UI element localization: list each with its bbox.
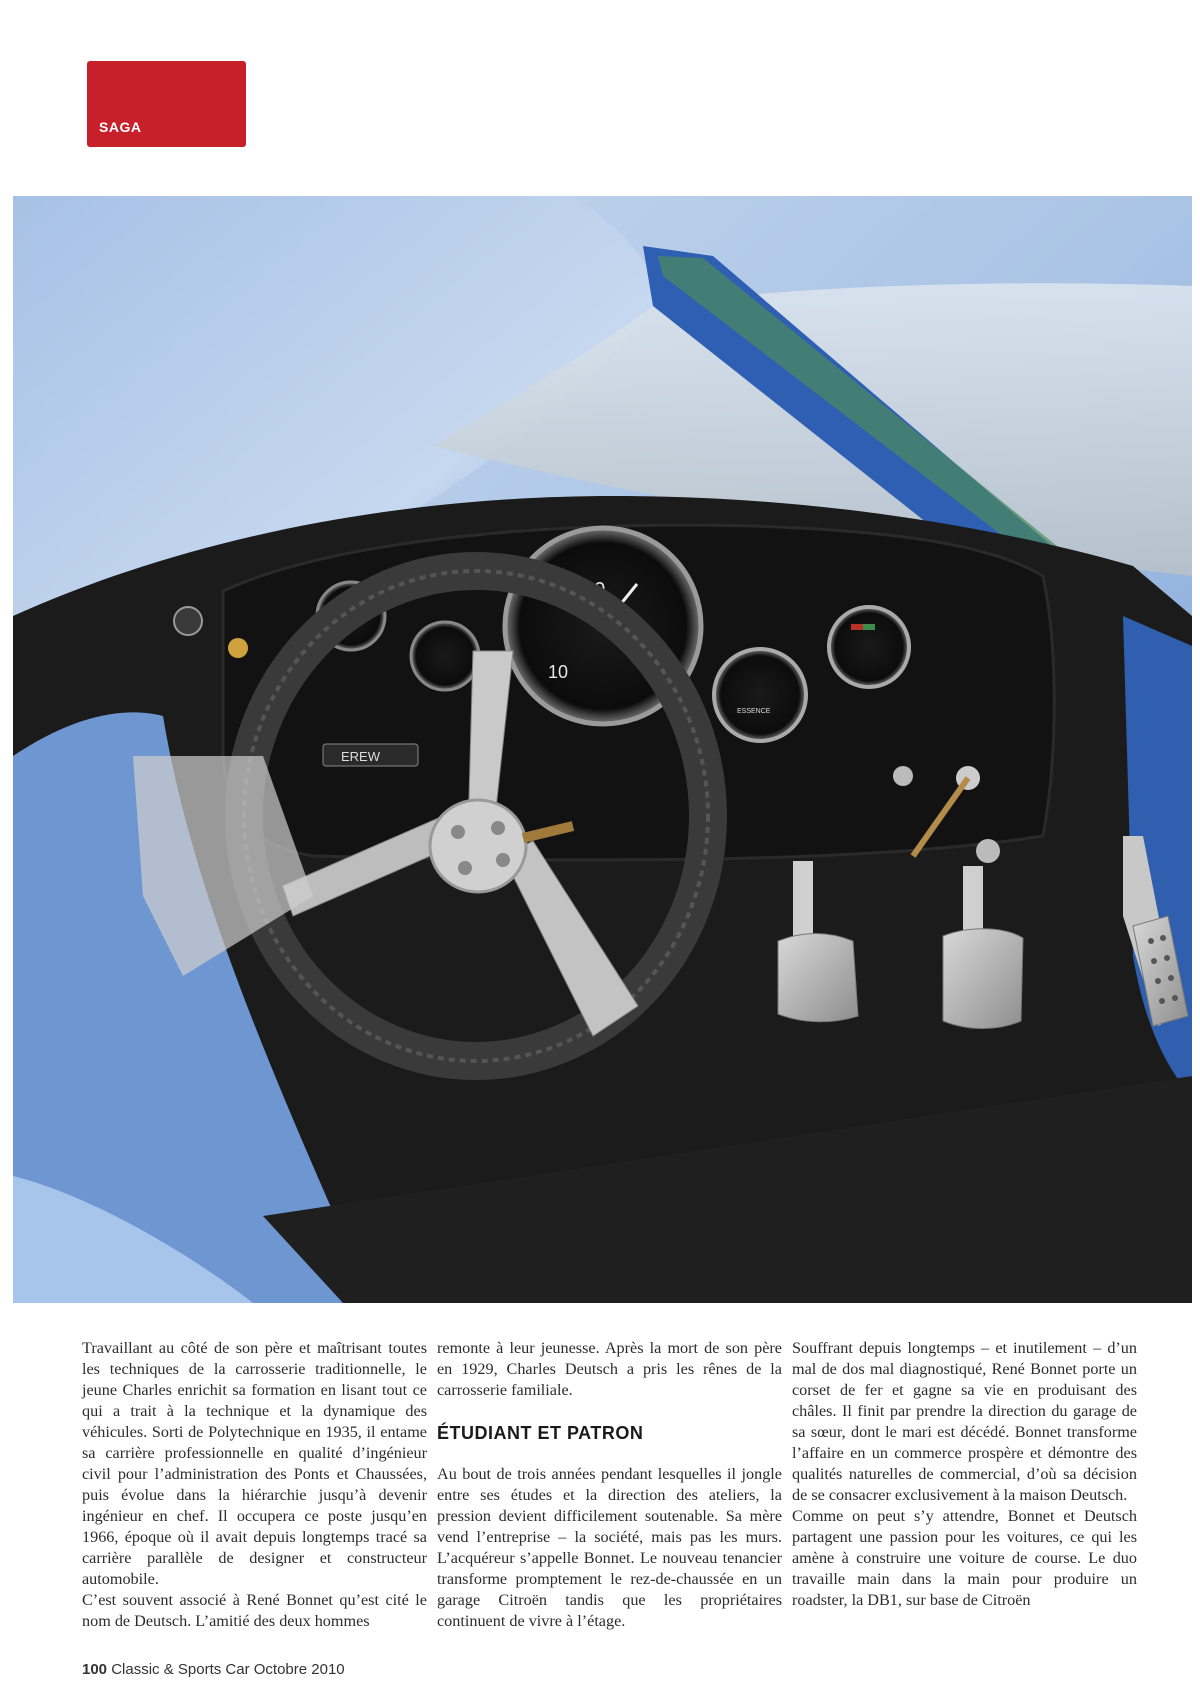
- fuel-gauge-label: ESSENCE: [737, 708, 771, 715]
- article-column-1: [82, 1338, 427, 1632]
- page-footer: [82, 1661, 345, 1678]
- article-column-3: [792, 1338, 1137, 1611]
- section-tag-label: SAGA: [99, 119, 142, 135]
- paragraph: Comme on peut s’y attendre, Bonnet et Deutsch partagent une passion pour les voitures, ce qui les amène à construire une voiture de course. Le duo travaille main dans la main pour produire un roadster, la DB1, sur base de Citroën: [792, 1507, 1137, 1609]
- tach-label-30: 30: [583, 579, 606, 601]
- dash-badge: EREW: [341, 749, 380, 764]
- article-column-2: [437, 1338, 782, 1632]
- paragraph: Au bout de trois années pendant lesquelles il jongle entre ses études et la direction des ateliers, la pression devient difficilement soutenable. Sa mère vend l’entreprise – la société, mais pas les murs. L’acquéreur s’appelle Bonnet. Le nouveau tenancier transforme promptement le rez-de-chaussée en un garage Citroën tandis que les propriétaires continuent de vivre à l’étage.: [437, 1465, 782, 1630]
- section-subhead: ÉTUDIANT ET PATRON: [437, 1423, 644, 1443]
- paragraph: Travaillant au côté de son père et maîtrisant toutes les techniques de la carrosserie traditionnelle, le jeune Charles enrichit sa formation en lisant tout ce qui a trait à la technique et la dynamique des véhicules. Sorti de Polytechnique en 1935, il entame sa carrière professionnelle en qualité d’ingénieur civil pour l’administration des Ponts et Chaussées, puis évolue dans la hiérarchie jusqu’à devenir ingénieur en chef. Il occupera ce poste jusqu’en 1966, époque où il avait depuis longtemps tracé sa carrière parallèle de designer et constructeur automobile.: [82, 1339, 427, 1588]
- section-tag: [87, 61, 246, 147]
- issue-date: Octobre 2010: [253, 1661, 345, 1678]
- magazine-name: Classic & Sports Car: [111, 1661, 250, 1678]
- paragraph: remonte à leur jeunesse. Après la mort de son père en 1929, Charles Deutsch a pris les rênes de la carrosserie familiale.: [437, 1339, 782, 1399]
- page-number: 100: [82, 1661, 108, 1678]
- paragraph: Souffrant depuis longtemps – et inutilement – d’un mal de dos mal diagnostiqué, René Bonnet porte un corset de fer et gagne sa vie en produisant des châles. Il finit par prendre la direction du garage de sa sœur, dont le mari est décédé. Bonnet transforme l’affaire en un commerce prospère et démontre des qualités naturelles de commercial, d’où sa décision de se consacrer exclusivement à la maison Deutsch.: [792, 1339, 1137, 1504]
- paragraph: C’est souvent associé à René Bonnet qu’est cité le nom de Deutsch. L’amitié des deux hommes: [82, 1591, 427, 1630]
- dashboard-photo: [13, 196, 1192, 1303]
- tach-label-10: 10: [548, 662, 569, 682]
